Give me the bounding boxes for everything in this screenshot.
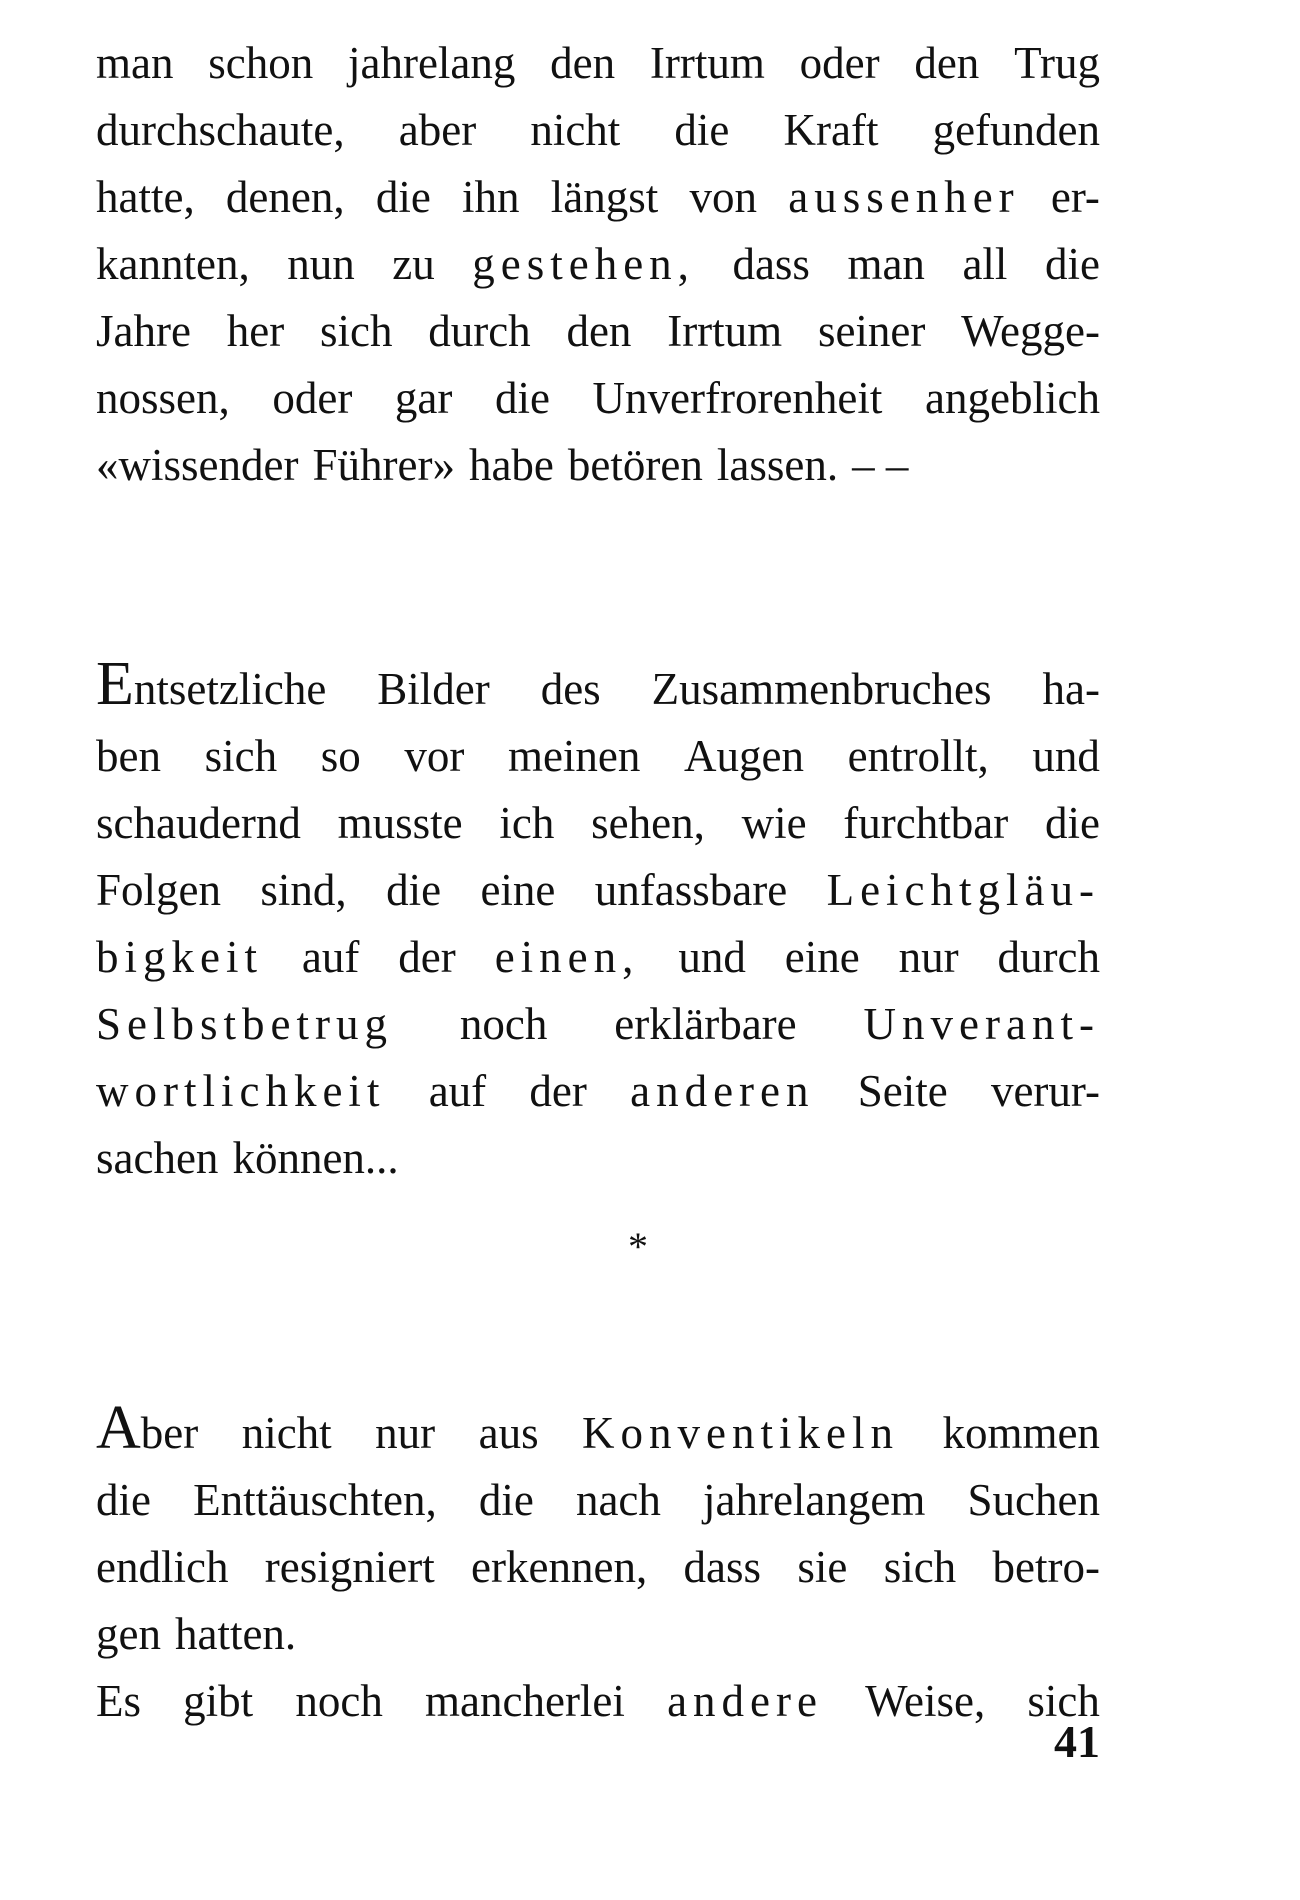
- word: durchschaute,: [96, 105, 345, 155]
- text-line: [96, 365, 1100, 432]
- paragraph-2: [96, 650, 1100, 1192]
- text-line: [96, 298, 1100, 365]
- word: noch: [295, 1676, 383, 1726]
- word: ben: [96, 731, 161, 781]
- word: Jahre: [96, 306, 191, 356]
- word: unfassbare: [594, 865, 788, 915]
- word: die: [386, 865, 442, 915]
- initial-letter: E: [96, 650, 134, 718]
- word: Irrtum: [649, 38, 765, 88]
- text-line: [96, 1534, 1100, 1601]
- spaced-word: anderen: [630, 1066, 815, 1116]
- initial-letter: A: [96, 1394, 141, 1462]
- word: so: [320, 731, 361, 781]
- word: kommen: [942, 1408, 1100, 1458]
- spaced-word: Konventikeln: [582, 1408, 899, 1458]
- word: die: [375, 172, 431, 222]
- word: gibt: [183, 1676, 254, 1726]
- word: Trug: [1014, 38, 1100, 88]
- text-line: [96, 164, 1100, 231]
- word: kannten,: [96, 239, 250, 289]
- word: endlich: [96, 1542, 229, 1592]
- word: schon: [208, 38, 314, 88]
- spaced-word: Leichtgläu-: [826, 865, 1100, 915]
- word: musste: [337, 798, 463, 848]
- word: [96, 650, 327, 723]
- word: sehen,: [591, 798, 705, 848]
- word: nossen,: [96, 373, 230, 423]
- text-line: [96, 650, 1100, 723]
- word: [96, 1394, 199, 1467]
- spaced-word: einen,: [494, 932, 640, 982]
- word: oder: [272, 373, 353, 423]
- word: auf: [428, 1066, 487, 1116]
- word: Kraft: [783, 105, 879, 155]
- word: der: [398, 932, 456, 982]
- word: durch: [997, 932, 1100, 982]
- paragraph-3: [96, 1394, 1100, 1735]
- word: verur-: [990, 1066, 1100, 1116]
- word: vor: [404, 731, 465, 781]
- spaced-word: wortlichkeit: [96, 1066, 386, 1116]
- word: lassen.: [716, 440, 839, 490]
- text-line: [96, 1467, 1100, 1534]
- word: habe: [468, 440, 554, 490]
- text-line: [96, 1125, 1100, 1192]
- word: oder: [799, 38, 880, 88]
- text-line: [96, 97, 1100, 164]
- word: nach: [575, 1475, 661, 1525]
- text-line: [96, 924, 1100, 991]
- word: aus: [478, 1408, 539, 1458]
- paragraph-gap: [96, 499, 1100, 656]
- word: der: [529, 1066, 587, 1116]
- word: noch: [459, 999, 548, 1049]
- word: die: [674, 105, 730, 155]
- word: hatten.: [174, 1609, 297, 1659]
- word: wie: [741, 798, 807, 848]
- book-page: [96, 30, 1100, 1735]
- word: entrollt,: [847, 731, 989, 781]
- word: eine: [480, 865, 556, 915]
- word: Es: [96, 1676, 141, 1726]
- spaced-word: bigkeit: [96, 932, 263, 982]
- word: «wissender: [96, 440, 299, 490]
- word: dass: [683, 1542, 762, 1592]
- paragraph-gap: [96, 1282, 1100, 1400]
- word: erklärbare: [614, 999, 797, 1049]
- word: sich: [1027, 1676, 1100, 1726]
- paragraph-gap: [96, 1192, 1100, 1212]
- word: Weise,: [865, 1676, 986, 1726]
- word-rest: ntsetzliche: [133, 664, 327, 714]
- text-line: [96, 1668, 1100, 1735]
- word: schaudernd: [96, 798, 301, 848]
- word: nicht: [530, 105, 621, 155]
- word: man: [96, 38, 174, 88]
- word: angeblich: [925, 373, 1100, 423]
- word: sind,: [260, 865, 347, 915]
- word: ha-: [1042, 664, 1100, 714]
- text-line: [96, 1601, 1100, 1668]
- word: die: [96, 1475, 151, 1525]
- word: betören: [567, 440, 703, 490]
- word: die: [494, 373, 550, 423]
- page-number: 41: [1054, 1716, 1100, 1767]
- word: Bilder: [377, 664, 490, 714]
- word: all: [962, 239, 1008, 289]
- word: seiner: [817, 306, 926, 356]
- word: gar: [394, 373, 453, 423]
- text-line: [96, 857, 1100, 924]
- spaced-word: Unverant-: [863, 999, 1100, 1049]
- spaced-word: andere: [667, 1676, 823, 1726]
- word: Folgen: [96, 865, 222, 915]
- word: sich: [204, 731, 278, 781]
- word: betro-: [992, 1542, 1100, 1592]
- word: und: [678, 932, 746, 982]
- word: den: [550, 38, 616, 88]
- word: dass: [732, 239, 810, 289]
- text-line: [96, 790, 1100, 857]
- word: nur: [898, 932, 959, 982]
- word: meinen: [507, 731, 641, 781]
- word: die: [1044, 239, 1100, 289]
- word: auf: [301, 932, 360, 982]
- text-line: [96, 991, 1100, 1058]
- word: mancherlei: [425, 1676, 625, 1726]
- word: gefunden: [932, 105, 1100, 155]
- word: furchtbar: [843, 798, 1009, 848]
- word: durch: [428, 306, 531, 356]
- word: sie: [797, 1542, 848, 1592]
- word: Enttäuschten,: [193, 1475, 437, 1525]
- text-line: [96, 231, 1100, 298]
- word: sich: [883, 1542, 957, 1592]
- word: die: [1044, 798, 1100, 848]
- word-rest: ber: [140, 1408, 199, 1458]
- word: Führer»: [312, 440, 455, 490]
- word: können...: [232, 1133, 399, 1183]
- word: erkennen,: [471, 1542, 648, 1592]
- word: Wegge-: [961, 306, 1100, 356]
- spaced-word: gestehen,: [472, 239, 695, 289]
- spaced-word: Selbstbetrug: [96, 999, 393, 1049]
- word: man: [847, 239, 925, 289]
- word: und: [1032, 731, 1100, 781]
- word: Zusammenbruches: [651, 664, 992, 714]
- word: nicht: [241, 1408, 332, 1458]
- word: aber: [398, 105, 477, 155]
- word: nun: [287, 239, 355, 289]
- paragraph-1: [96, 30, 1100, 499]
- text-line: [96, 1058, 1100, 1125]
- word: den: [566, 306, 632, 356]
- word: Irrtum: [667, 306, 783, 356]
- word: gen: [96, 1609, 161, 1659]
- word: zu: [392, 239, 435, 289]
- dash: – –: [852, 440, 909, 490]
- word: her: [226, 306, 285, 356]
- word: Unverfrorenheit: [592, 373, 883, 423]
- word: Seite: [857, 1066, 948, 1116]
- word: jahrelangem: [702, 1475, 926, 1525]
- word: ich: [499, 798, 555, 848]
- word: eine: [784, 932, 860, 982]
- section-separator-asterisk: *: [628, 1224, 648, 1269]
- word: längst: [550, 172, 659, 222]
- word: des: [540, 664, 601, 714]
- word: nur: [375, 1408, 436, 1458]
- word: sich: [319, 306, 393, 356]
- text-line: [96, 723, 1100, 790]
- word: sachen: [96, 1133, 219, 1183]
- text-line: [96, 30, 1100, 97]
- word: hatte,: [96, 172, 195, 222]
- word: die: [478, 1475, 534, 1525]
- text-line: [96, 1394, 1100, 1467]
- spaced-word: aussenher: [788, 172, 1020, 222]
- word: resigniert: [264, 1542, 435, 1592]
- text-line: [96, 432, 1100, 499]
- word: den: [914, 38, 980, 88]
- word: Augen: [684, 731, 804, 781]
- word: von: [689, 172, 757, 222]
- word: denen,: [225, 172, 345, 222]
- word: jahrelang: [347, 38, 516, 88]
- word: er-: [1050, 172, 1100, 222]
- word: Suchen: [967, 1475, 1100, 1525]
- word: ihn: [462, 172, 520, 222]
